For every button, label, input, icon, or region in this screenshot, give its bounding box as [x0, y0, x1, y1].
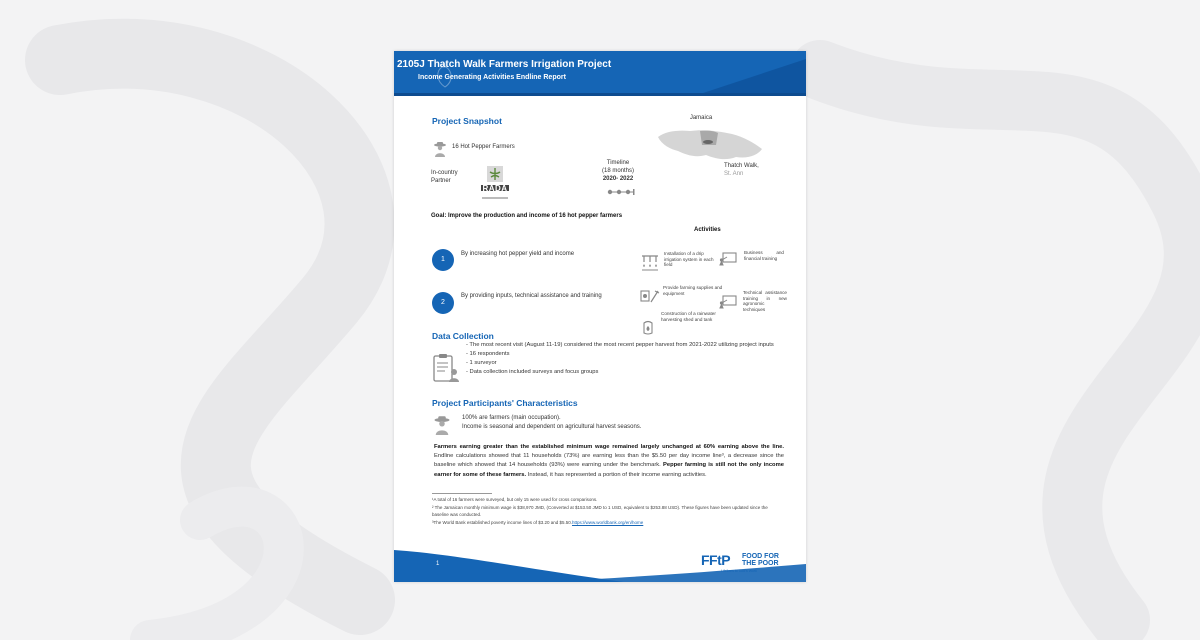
rada-logo — [477, 165, 513, 207]
snapshot-heading: Project Snapshot — [432, 116, 502, 126]
objective-2-text: By providing inputs, technical assistance and training — [461, 293, 602, 299]
activity-2-text: Business and financial training — [744, 250, 784, 261]
footnotes — [432, 496, 772, 526]
report-subtitle: Income Generating Activities Endline Report — [418, 74, 566, 81]
timeline-icon — [606, 188, 636, 196]
objective-1-text: By increasing hot pepper yield and income — [461, 251, 575, 257]
technical-training-icon — [719, 295, 737, 309]
participants-line-1: 100% are farmers (main occupation). — [462, 415, 561, 421]
footnote-3-text: ³The World Bank established poverty income lines of $3.20 and $5.50. — [432, 519, 572, 525]
participants-line-2: Income is seasonal and dependent on agricultural harvest seasons. — [462, 424, 642, 430]
ffp-logo-line2: THE POOR — [742, 560, 779, 567]
findings-p1-bold: Farmers earning greater than the established minimum wage remained largely unchanged at 60% earning above the line. — [434, 444, 784, 450]
report-page — [394, 51, 806, 582]
footnote-divider — [432, 493, 492, 494]
timeline-years: 2020- 2022 — [602, 176, 634, 182]
activities-heading: Activities — [694, 227, 721, 233]
findings-p1-rest: Endline calculations showed that 11 households (73%) are earning less than the $5.50 per day income line³, a decrease since the baseline which showed that 14 households (93%) were earning under the benchmark. — [434, 453, 784, 469]
data-collection-item: - Data collection included surveys and focus groups — [466, 369, 599, 375]
footnote-3 — [432, 519, 772, 527]
farmers-count: 16 Hot Pepper Farmers — [452, 144, 515, 150]
data-collection-item: - 16 respondents — [466, 351, 510, 357]
footnote-1: ¹A total of 16 farmers were surveyed, but only 15 were used for cross comparisons. — [432, 497, 598, 502]
goal-text: Goal: Improve the production and income of 16 hot pepper farmers — [431, 213, 623, 219]
activity-4-text: Technical assistance training in new agronomic techniques — [743, 290, 787, 312]
jamaica-map — [656, 125, 766, 165]
drip-irrigation-icon — [641, 253, 659, 271]
ffp-logo — [701, 551, 796, 575]
partner-label: In-country Partner — [431, 170, 458, 184]
findings-p2-rest: Instead, it has represented a portion of their income earning activities. — [526, 471, 707, 478]
data-collection-item: - 1 surveyor — [466, 360, 497, 366]
objective-1-number: 1 — [432, 249, 454, 271]
data-collection-heading: Data Collection — [432, 331, 494, 341]
pepper-watermark-icon — [434, 61, 456, 89]
ffp-tagline: Lifelines to God's Work — [721, 569, 757, 573]
findings-p2-bold: Pepper farming is still not the only income earner for some of these farmers. — [434, 462, 784, 478]
water-tank-icon — [641, 319, 655, 335]
ffp-logo-line1: FOOD FOR — [742, 553, 779, 560]
survey-clipboard-icon — [432, 353, 462, 383]
participant-farmer-icon — [432, 415, 452, 435]
findings-paragraph — [434, 443, 784, 480]
farming-supplies-icon — [640, 288, 660, 304]
activity-5-text: Construction of a rainwater harvesting shed and tank — [661, 311, 716, 322]
activity-3-text: Provide farming supplies and equipment — [663, 285, 723, 296]
map-parish-label: St. Ann — [724, 171, 744, 177]
data-collection-item: - The most recent visit (August 11-19) considered the most recent pepper harvest from 2021-2022 utilizing project inputs — [466, 342, 774, 348]
footnote-2: ² The Jamaican monthly minimum wage is $38,970 JMD, (Converted at $153.50 JMD to 1 USD, equivalent to $253.88 USD). These figures have been updated since the baseline was conducted. — [432, 504, 768, 517]
participants-heading: Project Participants' Characteristics — [432, 398, 578, 408]
report-title: 2105J Thatch Walk Farmers Irrigation Project — [397, 59, 612, 70]
header-band — [394, 51, 806, 96]
training-board-icon — [719, 252, 737, 266]
page-number: 1 — [436, 561, 440, 567]
activity-1-text: Installation of a drip irrigation system in each field — [664, 251, 714, 268]
map-country-label: Jamaica — [689, 115, 713, 121]
rada-logo-text: RADA — [482, 184, 508, 193]
farmer-icon — [432, 141, 448, 157]
worldbank-link[interactable]: https://www.worldbank.org/en/home — [572, 519, 644, 525]
timeline-label: Timeline — [606, 160, 630, 166]
ffp-logo-mark: FFtP — [701, 552, 731, 568]
objective-2-number: 2 — [432, 292, 454, 314]
data-collection-list — [466, 341, 788, 377]
map-place-label: Thatch Walk, — [724, 163, 759, 169]
timeline-months: (18 months) — [601, 168, 634, 174]
